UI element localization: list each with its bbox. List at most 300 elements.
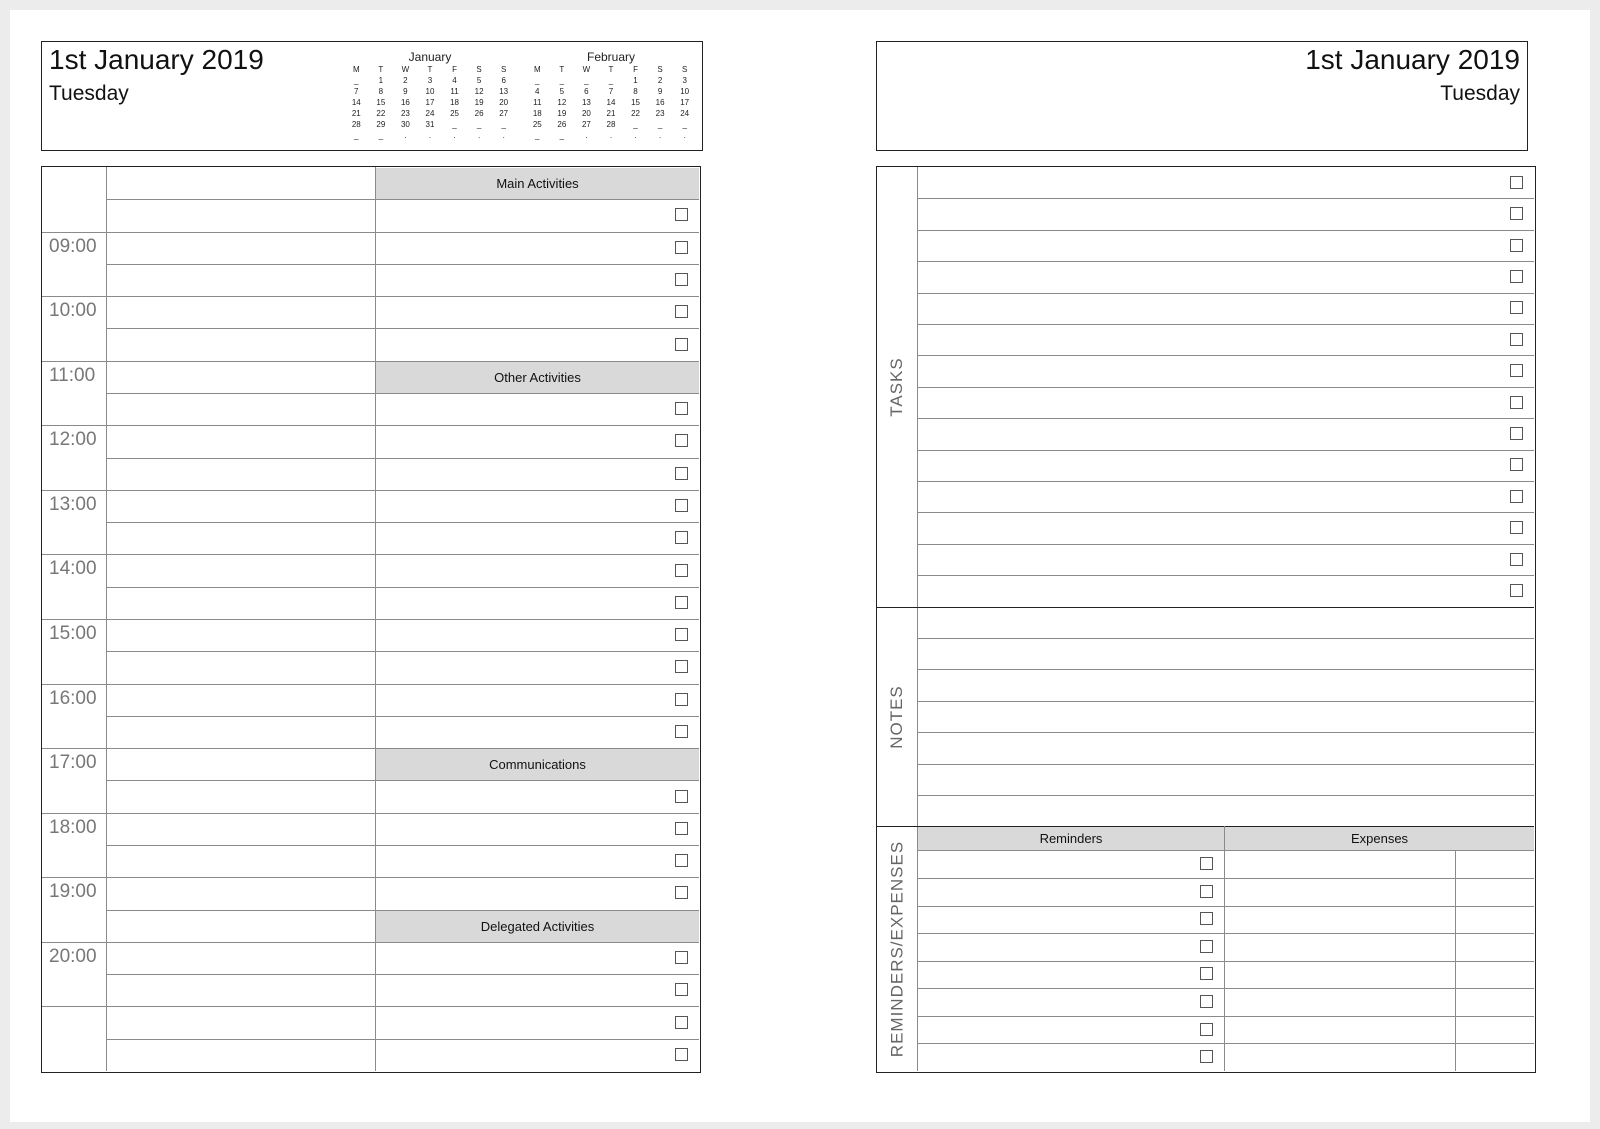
- activity-checkbox[interactable]: [675, 467, 688, 480]
- calendar-day[interactable]: _: [584, 76, 589, 85]
- task-row-line: [917, 387, 1534, 388]
- label-column-divider: [917, 167, 918, 1071]
- calendar-day[interactable]: 13: [581, 98, 591, 107]
- section-header-communications: Communications: [376, 749, 699, 780]
- calendar-weekday-header: T: [427, 65, 433, 74]
- schedule-entry-row[interactable]: [108, 782, 373, 810]
- notes-row-line: [917, 669, 1534, 670]
- calendar-day[interactable]: 24: [425, 109, 435, 118]
- calendar-day[interactable]: 12: [474, 87, 484, 96]
- task-row-line: [917, 198, 1534, 199]
- calendar-day[interactable]: 18: [532, 109, 542, 118]
- mini-calendar-january: [344, 50, 516, 141]
- calendar-day[interactable]: 11: [533, 98, 542, 107]
- calendar-day[interactable]: 8: [378, 87, 384, 96]
- calendar-day[interactable]: _: [633, 120, 638, 129]
- task-entry-row[interactable]: [920, 452, 1501, 479]
- schedule-row-line: [42, 554, 699, 555]
- reminder-entry-row[interactable]: [920, 908, 1191, 932]
- calendar-day[interactable]: 3: [682, 76, 687, 85]
- time-label: 11:00: [49, 364, 96, 386]
- schedule-entry-row[interactable]: [108, 427, 373, 455]
- planner-sheet: [10, 10, 1590, 1122]
- calendar-day[interactable]: _: [559, 131, 565, 140]
- task-checkbox[interactable]: [1510, 427, 1523, 440]
- schedule-entry-row[interactable]: [108, 750, 373, 778]
- time-label: 12:00: [49, 429, 97, 451]
- calendar-weekday-header: F: [633, 65, 638, 74]
- schedule-row-line: [42, 813, 699, 814]
- reminder-entry-row[interactable]: [920, 880, 1191, 904]
- task-row-line: [917, 293, 1534, 294]
- task-checkbox[interactable]: [1510, 458, 1523, 471]
- reminders-header: Reminders: [918, 827, 1224, 850]
- calendar-day[interactable]: 14: [351, 98, 361, 107]
- task-entry-row[interactable]: [920, 169, 1501, 196]
- task-entry-row[interactable]: [920, 295, 1501, 322]
- right-date: 1st January 2019: [1305, 44, 1520, 75]
- calendar-weekday-header: T: [559, 65, 565, 74]
- notes-row-line: [917, 732, 1534, 733]
- calendar-day[interactable]: 1: [378, 76, 384, 85]
- task-checkbox[interactable]: [1510, 333, 1523, 346]
- calendar-day[interactable]: 13: [499, 87, 509, 96]
- calendar-day[interactable]: 5: [476, 76, 482, 85]
- calendar-day[interactable]: 27: [499, 109, 509, 118]
- calendar-day[interactable]: _: [378, 131, 384, 140]
- task-entry-row[interactable]: [920, 200, 1501, 227]
- schedule-entry-row[interactable]: [108, 1008, 373, 1036]
- calendar-day[interactable]: 26: [557, 120, 567, 129]
- schedule-entry-row[interactable]: [108, 879, 373, 907]
- task-row-line: [917, 230, 1534, 231]
- schedule-row-line: [106, 780, 699, 781]
- time-label: 16:00: [49, 687, 97, 709]
- calendar-weekday-header: F: [452, 65, 457, 74]
- schedule-row-line: [106, 1039, 699, 1040]
- calendar-day[interactable]: 22: [376, 109, 386, 118]
- calendar-day[interactable]: 16: [400, 98, 410, 107]
- expense-amount-field[interactable]: [1458, 852, 1531, 876]
- schedule-entry-row[interactable]: [108, 363, 373, 391]
- task-entry-row[interactable]: [920, 483, 1501, 510]
- schedule-entry-row[interactable]: [108, 298, 373, 326]
- activity-checkbox[interactable]: [675, 951, 688, 964]
- calendar-day[interactable]: 28: [606, 120, 616, 129]
- calendar-day[interactable]: .: [428, 131, 432, 140]
- expense-item-field[interactable]: [1227, 1045, 1452, 1069]
- expense-item-field[interactable]: [1227, 880, 1452, 904]
- calendar-day[interactable]: 20: [581, 109, 591, 118]
- calendar-day[interactable]: 27: [581, 120, 591, 129]
- task-row-line: [917, 355, 1534, 356]
- activity-checkbox[interactable]: [675, 1048, 688, 1061]
- task-checkbox[interactable]: [1510, 207, 1523, 220]
- calendar-day[interactable]: 8: [633, 87, 638, 96]
- expense-item-field[interactable]: [1227, 852, 1452, 876]
- notes-entry-row[interactable]: [920, 609, 1531, 636]
- activity-checkbox[interactable]: [675, 596, 688, 609]
- task-entry-row[interactable]: [920, 389, 1501, 416]
- schedule-entry-row[interactable]: [108, 815, 373, 843]
- task-checkbox[interactable]: [1510, 521, 1523, 534]
- schedule-row-line: [42, 296, 699, 297]
- activity-checkbox[interactable]: [675, 531, 688, 544]
- calendar-weekday-header: T: [608, 65, 614, 74]
- calendar-day[interactable]: .: [683, 131, 686, 140]
- notes-entry-row[interactable]: [920, 734, 1531, 761]
- reminder-entry-row[interactable]: [920, 963, 1191, 987]
- calendar-day[interactable]: 28: [351, 120, 361, 129]
- calendar-day[interactable]: 26: [474, 109, 484, 118]
- calendar-day[interactable]: 4: [535, 87, 540, 96]
- activity-checkbox[interactable]: [675, 693, 688, 706]
- schedule-row-line: [42, 942, 699, 943]
- calendar-month-name: February: [586, 50, 636, 64]
- left-date: 1st January 2019: [49, 44, 264, 75]
- calendar-day[interactable]: .: [404, 131, 407, 140]
- reminder-row-line: [917, 961, 1534, 962]
- task-row-line: [917, 261, 1534, 262]
- activity-checkbox[interactable]: [675, 628, 688, 641]
- schedule-row-line: [106, 199, 699, 200]
- task-entry-row[interactable]: [920, 577, 1501, 604]
- task-row-line: [917, 481, 1534, 482]
- notes-row-line: [917, 795, 1534, 796]
- calendar-day[interactable]: 14: [606, 98, 616, 107]
- schedule-row-line: [42, 1006, 699, 1007]
- activity-checkbox[interactable]: [675, 822, 688, 835]
- right-weekday: Tuesday: [1440, 82, 1520, 105]
- expense-amount-field[interactable]: [1458, 1018, 1531, 1042]
- expense-item-field[interactable]: [1227, 963, 1452, 987]
- schedule-entry-row[interactable]: [108, 556, 373, 584]
- tasks-notes-divider: [877, 607, 1534, 608]
- reminder-entry-row[interactable]: [920, 935, 1191, 959]
- schedule-entry-row[interactable]: [108, 653, 373, 681]
- activity-checkbox[interactable]: [675, 338, 688, 351]
- reminder-checkbox[interactable]: [1200, 940, 1213, 953]
- expense-amount-field[interactable]: [1458, 935, 1531, 959]
- activity-checkbox[interactable]: [675, 499, 688, 512]
- notes-entry-row[interactable]: [920, 703, 1531, 730]
- calendar-day[interactable]: _: [476, 120, 482, 129]
- calendar-day[interactable]: .: [609, 131, 613, 140]
- calendar-day[interactable]: _: [608, 76, 614, 85]
- time-label: 19:00: [49, 881, 97, 903]
- schedule-entry-row[interactable]: [108, 169, 373, 197]
- calendar-weekday-header: S: [682, 65, 688, 74]
- tasks-notes-panel: [876, 166, 1536, 1073]
- calendar-day[interactable]: 21: [606, 109, 616, 118]
- schedule-row-line: [106, 651, 699, 652]
- calendar-day[interactable]: 15: [631, 98, 640, 107]
- calendar-day[interactable]: _: [354, 131, 359, 140]
- reminder-row-line: [917, 906, 1534, 907]
- calendar-day[interactable]: 6: [584, 87, 589, 96]
- notes-row-line: [917, 638, 1534, 639]
- left-weekday: Tuesday: [49, 82, 129, 105]
- schedule-entry-row[interactable]: [108, 395, 373, 423]
- activity-checkbox[interactable]: [675, 886, 688, 899]
- time-label: 14:00: [49, 558, 97, 580]
- expense-amount-field[interactable]: [1458, 963, 1531, 987]
- calendar-day[interactable]: 30: [400, 120, 410, 129]
- mini-calendar-february: [525, 50, 697, 141]
- calendar-day[interactable]: 29: [376, 120, 386, 129]
- left-header: [41, 41, 703, 151]
- reminder-checkbox[interactable]: [1200, 1023, 1213, 1036]
- reminder-entry-row[interactable]: [920, 990, 1191, 1014]
- calendar-weekday-header: M: [533, 65, 541, 74]
- expense-amount-field[interactable]: [1458, 990, 1531, 1014]
- calendar-day[interactable]: 16: [655, 98, 665, 107]
- activity-checkbox[interactable]: [675, 660, 688, 673]
- right-header: [876, 41, 1528, 151]
- schedule-entry-row[interactable]: [108, 1041, 373, 1069]
- calendar-day[interactable]: _: [354, 76, 359, 85]
- calendar-day[interactable]: 4: [452, 76, 457, 85]
- reminders-header-line: [917, 850, 1534, 851]
- calendar-day[interactable]: 1: [633, 76, 638, 85]
- task-row-line: [917, 512, 1534, 513]
- calendar-day[interactable]: .: [658, 131, 662, 140]
- activity-checkbox[interactable]: [675, 725, 688, 738]
- calendar-day[interactable]: 7: [608, 87, 614, 96]
- schedule-entry-row[interactable]: [108, 621, 373, 649]
- task-row-line: [917, 544, 1534, 545]
- activity-checkbox[interactable]: [675, 208, 688, 221]
- reminder-entry-row[interactable]: [920, 1045, 1191, 1069]
- notes-entry-row[interactable]: [920, 671, 1531, 698]
- activity-checkbox[interactable]: [675, 305, 688, 318]
- calendar-day[interactable]: .: [453, 131, 456, 140]
- calendar-day[interactable]: 17: [680, 98, 690, 107]
- calendar-day[interactable]: 5: [559, 87, 565, 96]
- task-entry-row[interactable]: [920, 357, 1501, 384]
- reminder-checkbox[interactable]: [1200, 995, 1213, 1008]
- calendar-day[interactable]: 9: [403, 87, 408, 96]
- calendar-day[interactable]: .: [477, 131, 481, 140]
- calendar-day[interactable]: 3: [427, 76, 433, 85]
- reminder-row-line: [917, 988, 1534, 989]
- reminders-expenses-divider: [1224, 826, 1225, 1071]
- calendar-day[interactable]: 11: [450, 87, 459, 96]
- calendar-day[interactable]: 17: [425, 98, 435, 107]
- calendar-weekday-header: S: [657, 65, 663, 74]
- schedule-row-line: [42, 232, 699, 233]
- calendar-day[interactable]: 15: [376, 98, 386, 107]
- task-entry-row[interactable]: [920, 546, 1501, 573]
- calendar-day[interactable]: 2: [657, 76, 663, 85]
- schedule-row-line: [42, 684, 699, 685]
- task-row-line: [917, 450, 1534, 451]
- calendar-weekday-header: T: [378, 65, 384, 74]
- schedule-row-line: [106, 328, 699, 329]
- reminder-row-line: [917, 878, 1534, 879]
- activity-checkbox[interactable]: [675, 564, 688, 577]
- reminder-checkbox[interactable]: [1200, 912, 1213, 925]
- calendar-day[interactable]: 9: [657, 87, 663, 96]
- task-checkbox[interactable]: [1510, 176, 1523, 189]
- calendar-day[interactable]: _: [535, 76, 540, 85]
- calendar-day[interactable]: 20: [499, 98, 509, 107]
- expense-amount-field[interactable]: [1458, 880, 1531, 904]
- task-checkbox[interactable]: [1510, 584, 1523, 597]
- schedule-entry-row[interactable]: [108, 330, 373, 358]
- notes-entry-row[interactable]: [920, 766, 1531, 793]
- notes-entry-row[interactable]: [920, 640, 1531, 667]
- notes-entry-row[interactable]: [920, 797, 1531, 824]
- calendar-weekday-header: W: [401, 65, 410, 74]
- tasks-label: TASKS: [887, 357, 906, 417]
- schedule-row-line: [42, 425, 699, 426]
- calendar-day[interactable]: 24: [680, 109, 690, 118]
- schedule-row-line: [42, 877, 699, 878]
- calendar-day[interactable]: 31: [425, 120, 435, 129]
- calendar-day[interactable]: .: [502, 131, 505, 140]
- reminders-expenses-label: REMINDERS/EXPENSES: [887, 840, 906, 1057]
- time-label: 17:00: [49, 752, 97, 774]
- activity-checkbox[interactable]: [675, 854, 688, 867]
- schedule-entry-row[interactable]: [108, 847, 373, 875]
- calendar-day[interactable]: 19: [557, 109, 567, 118]
- calendar-day[interactable]: 25: [450, 109, 459, 118]
- activity-checkbox[interactable]: [675, 434, 688, 447]
- schedule-row-line: [106, 522, 699, 523]
- expense-amount-field[interactable]: [1458, 908, 1531, 932]
- time-label: 13:00: [49, 493, 97, 515]
- calendar-day[interactable]: _: [452, 120, 457, 129]
- reminder-checkbox[interactable]: [1200, 1050, 1213, 1063]
- time-label: 09:00: [49, 235, 97, 257]
- calendar-day[interactable]: 23: [400, 109, 410, 118]
- reminder-entry-row[interactable]: [920, 852, 1191, 876]
- schedule-row-line: [42, 490, 699, 491]
- calendar-day[interactable]: 25: [532, 120, 542, 129]
- calendar-day[interactable]: .: [634, 131, 637, 140]
- calendar-weekday-header: W: [582, 65, 591, 74]
- schedule-row-line: [106, 974, 699, 975]
- calendar-day[interactable]: 10: [680, 87, 690, 96]
- calendar-day[interactable]: 6: [501, 76, 506, 85]
- task-checkbox[interactable]: [1510, 239, 1523, 252]
- calendar-day[interactable]: 18: [450, 98, 459, 107]
- reminder-checkbox[interactable]: [1200, 885, 1213, 898]
- calendar-day[interactable]: _: [682, 120, 687, 129]
- task-checkbox[interactable]: [1510, 364, 1523, 377]
- calendar-day[interactable]: 7: [354, 87, 359, 96]
- calendar-day[interactable]: 19: [474, 98, 484, 107]
- calendar-weekday-header: M: [352, 65, 360, 74]
- calendar-day[interactable]: _: [657, 120, 663, 129]
- calendar-day[interactable]: 21: [351, 109, 361, 118]
- notes-row-line: [917, 764, 1534, 765]
- task-entry-row[interactable]: [920, 514, 1501, 541]
- schedule-row-line: [106, 716, 699, 717]
- schedule-entry-row[interactable]: [108, 460, 373, 488]
- activity-checkbox[interactable]: [675, 983, 688, 996]
- calendar-day[interactable]: 2: [403, 76, 408, 85]
- daily-schedule: [41, 166, 701, 1073]
- schedule-entry-row[interactable]: [108, 912, 373, 940]
- schedule-entry-row[interactable]: [108, 976, 373, 1004]
- reminder-entry-row[interactable]: [920, 1018, 1191, 1042]
- calendar-day[interactable]: 10: [425, 87, 435, 96]
- task-entry-row[interactable]: [920, 232, 1501, 259]
- calendar-month-name: January: [408, 50, 452, 64]
- schedule-entry-row[interactable]: [108, 589, 373, 617]
- calendar-day[interactable]: _: [559, 76, 565, 85]
- reminder-row-line: [917, 1016, 1534, 1017]
- calendar-day[interactable]: _: [501, 120, 506, 129]
- activity-checkbox[interactable]: [675, 241, 688, 254]
- schedule-entry-row[interactable]: [108, 492, 373, 520]
- schedule-entry-row[interactable]: [108, 234, 373, 262]
- task-checkbox[interactable]: [1510, 301, 1523, 314]
- schedule-entry-row[interactable]: [108, 524, 373, 552]
- schedule-entry-row[interactable]: [108, 266, 373, 294]
- expense-item-field[interactable]: [1227, 1018, 1452, 1042]
- schedule-entry-row[interactable]: [108, 686, 373, 714]
- section-header-other: Other Activities: [376, 362, 699, 393]
- task-row-line: [917, 575, 1534, 576]
- schedule-row-line: [42, 619, 699, 620]
- expense-amount-field[interactable]: [1458, 1045, 1531, 1069]
- calendar-day[interactable]: 12: [557, 98, 567, 107]
- section-header-delegated: Delegated Activities: [376, 911, 699, 942]
- activity-checkbox[interactable]: [675, 1016, 688, 1029]
- task-checkbox[interactable]: [1510, 270, 1523, 283]
- schedule-row-line: [106, 458, 699, 459]
- task-checkbox[interactable]: [1510, 490, 1523, 503]
- time-label: 20:00: [49, 945, 97, 967]
- schedule-entry-row[interactable]: [108, 718, 373, 746]
- activity-checkbox[interactable]: [675, 790, 688, 803]
- time-label: 15:00: [49, 623, 97, 644]
- task-entry-row[interactable]: [920, 420, 1501, 447]
- schedule-row-line: [106, 393, 699, 394]
- time-label: 18:00: [49, 816, 97, 838]
- calendar-day[interactable]: 22: [631, 109, 640, 118]
- activity-checkbox[interactable]: [675, 273, 688, 286]
- schedule-entry-row[interactable]: [108, 201, 373, 229]
- calendar-weekday-header: S: [501, 65, 507, 74]
- activity-checkbox[interactable]: [675, 402, 688, 415]
- task-entry-row[interactable]: [920, 263, 1501, 290]
- expense-item-field[interactable]: [1227, 935, 1452, 959]
- calendar-day[interactable]: 23: [655, 109, 665, 118]
- notes-row-line: [917, 701, 1534, 702]
- task-entry-row[interactable]: [920, 326, 1501, 353]
- section-header-main: Main Activities: [376, 168, 699, 199]
- task-checkbox[interactable]: [1510, 553, 1523, 566]
- schedule-row-line: [106, 845, 699, 846]
- calendar-day[interactable]: _: [535, 131, 540, 140]
- reminder-row-line: [917, 933, 1534, 934]
- reminder-row-line: [917, 1043, 1534, 1044]
- expense-item-field[interactable]: [1227, 990, 1452, 1014]
- calendar-weekday-header: S: [476, 65, 482, 74]
- schedule-entry-row[interactable]: [108, 944, 373, 972]
- reminder-checkbox[interactable]: [1200, 967, 1213, 980]
- task-row-line: [917, 324, 1534, 325]
- reminder-checkbox[interactable]: [1200, 857, 1213, 870]
- schedule-row-line: [106, 264, 699, 265]
- expense-item-field[interactable]: [1227, 908, 1452, 932]
- task-checkbox[interactable]: [1510, 396, 1523, 409]
- calendar-day[interactable]: .: [585, 131, 588, 140]
